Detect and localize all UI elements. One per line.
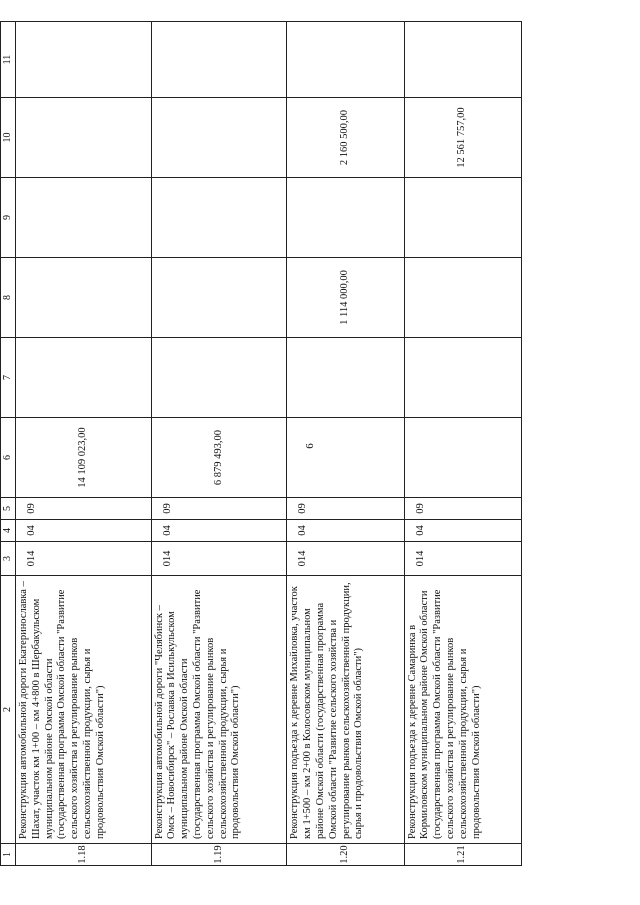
row-code-3: 014 xyxy=(287,542,404,576)
row-number: 1.19 xyxy=(151,844,287,866)
row-amount-7 xyxy=(287,338,404,418)
page-number: 6 xyxy=(304,443,316,449)
row-number: 1.18 xyxy=(16,844,152,866)
row-amount-10: 12 561 757,00 xyxy=(404,98,521,178)
row-amount-7 xyxy=(151,338,287,418)
table-row xyxy=(151,22,287,866)
row-amount-11 xyxy=(287,22,404,98)
table-row xyxy=(287,22,404,866)
row-code-4: 04 xyxy=(151,520,287,542)
row-code-3: 014 xyxy=(16,542,152,576)
header-row xyxy=(1,22,16,866)
row-amount-8 xyxy=(404,258,521,338)
header-col-10: 10 xyxy=(1,98,16,178)
row-amount-8: 1 114 000,00 xyxy=(287,258,404,338)
row-amount-8 xyxy=(16,258,152,338)
row-amount-10 xyxy=(151,98,287,178)
row-code-4: 04 xyxy=(16,520,152,542)
header-col-8: 8 xyxy=(1,258,16,338)
row-amount-9 xyxy=(16,178,152,258)
row-code-5: 09 xyxy=(404,498,521,520)
row-amount-6: 14 109 023,00 xyxy=(16,418,152,498)
row-name: Реконструкция подъезда к деревне Михайловка, участок км 1+500 – км 2+00 в Колосовском муниципальном районе Омской области (государственная программа Омской области "Развитие сельского хозяйства и регулирование рынков сельскохозяйственной продукции, сырья и продовольствия Омской области") xyxy=(287,576,404,844)
row-amount-10 xyxy=(16,98,152,178)
header-col-9: 9 xyxy=(1,178,16,258)
row-code-5: 09 xyxy=(16,498,152,520)
row-amount-7 xyxy=(404,338,521,418)
row-code-4: 04 xyxy=(287,520,404,542)
header-col-6: 6 xyxy=(1,418,16,498)
row-name: Реконструкция автомобильной дороги "Челябинск – Омск – Новосибирск" – Рославка в Исилькульском муниципальном районе Омской области (государственная программа Омской области "Развитие сельского хозяйства и регулирование рынков сельскохозяйственной продукции, сырья и продовольствия Омской области") xyxy=(151,576,287,844)
table-row xyxy=(404,22,521,866)
row-code-5: 09 xyxy=(151,498,287,520)
header-col-7: 7 xyxy=(1,338,16,418)
row-number: 1.21 xyxy=(404,844,521,866)
row-code-3: 014 xyxy=(404,542,521,576)
table-row xyxy=(16,22,152,866)
rotated-table-container xyxy=(0,22,522,866)
row-name: Реконструкция подъезда к деревне Самаринка в Кормиловском муниципальном районе Омской области (государственная программа Омской области "Развитие сельского хозяйства и регулирование рынков сельскохозяйственной продукции, сырья и продовольствия Омской области") xyxy=(404,576,521,844)
row-amount-8 xyxy=(151,258,287,338)
budget-table xyxy=(0,21,522,866)
row-amount-6: 6 879 493,00 xyxy=(151,418,287,498)
row-amount-9 xyxy=(151,178,287,258)
header-col-11: 11 xyxy=(1,22,16,98)
row-amount-11 xyxy=(404,22,521,98)
row-amount-6 xyxy=(404,418,521,498)
row-amount-10: 2 160 500,00 xyxy=(287,98,404,178)
row-amount-11 xyxy=(16,22,152,98)
header-col-3: 3 xyxy=(1,542,16,576)
header-col-2: 2 xyxy=(1,576,16,844)
row-code-4: 04 xyxy=(404,520,521,542)
row-name: Реконструкция автомобильной дороги Екатеринославка – Шахат, участок км 1+00 – км 4+800 в Шербакульском муниципальном районе Омской области (государственная программа Омской области "Развитие сельского хозяйства и регулирование рынков сельскохозяйственной продукции, сырья и продовольствия Омской области") xyxy=(16,576,152,844)
row-amount-9 xyxy=(287,178,404,258)
row-amount-9 xyxy=(404,178,521,258)
header-col-4: 4 xyxy=(1,520,16,542)
row-amount-6 xyxy=(287,418,404,498)
header-col-1: 1 xyxy=(1,844,16,866)
row-number: 1.20 xyxy=(287,844,404,866)
row-amount-7 xyxy=(16,338,152,418)
row-amount-11 xyxy=(151,22,287,98)
row-code-5: 09 xyxy=(287,498,404,520)
header-col-5: 5 xyxy=(1,498,16,520)
row-code-3: 014 xyxy=(151,542,287,576)
